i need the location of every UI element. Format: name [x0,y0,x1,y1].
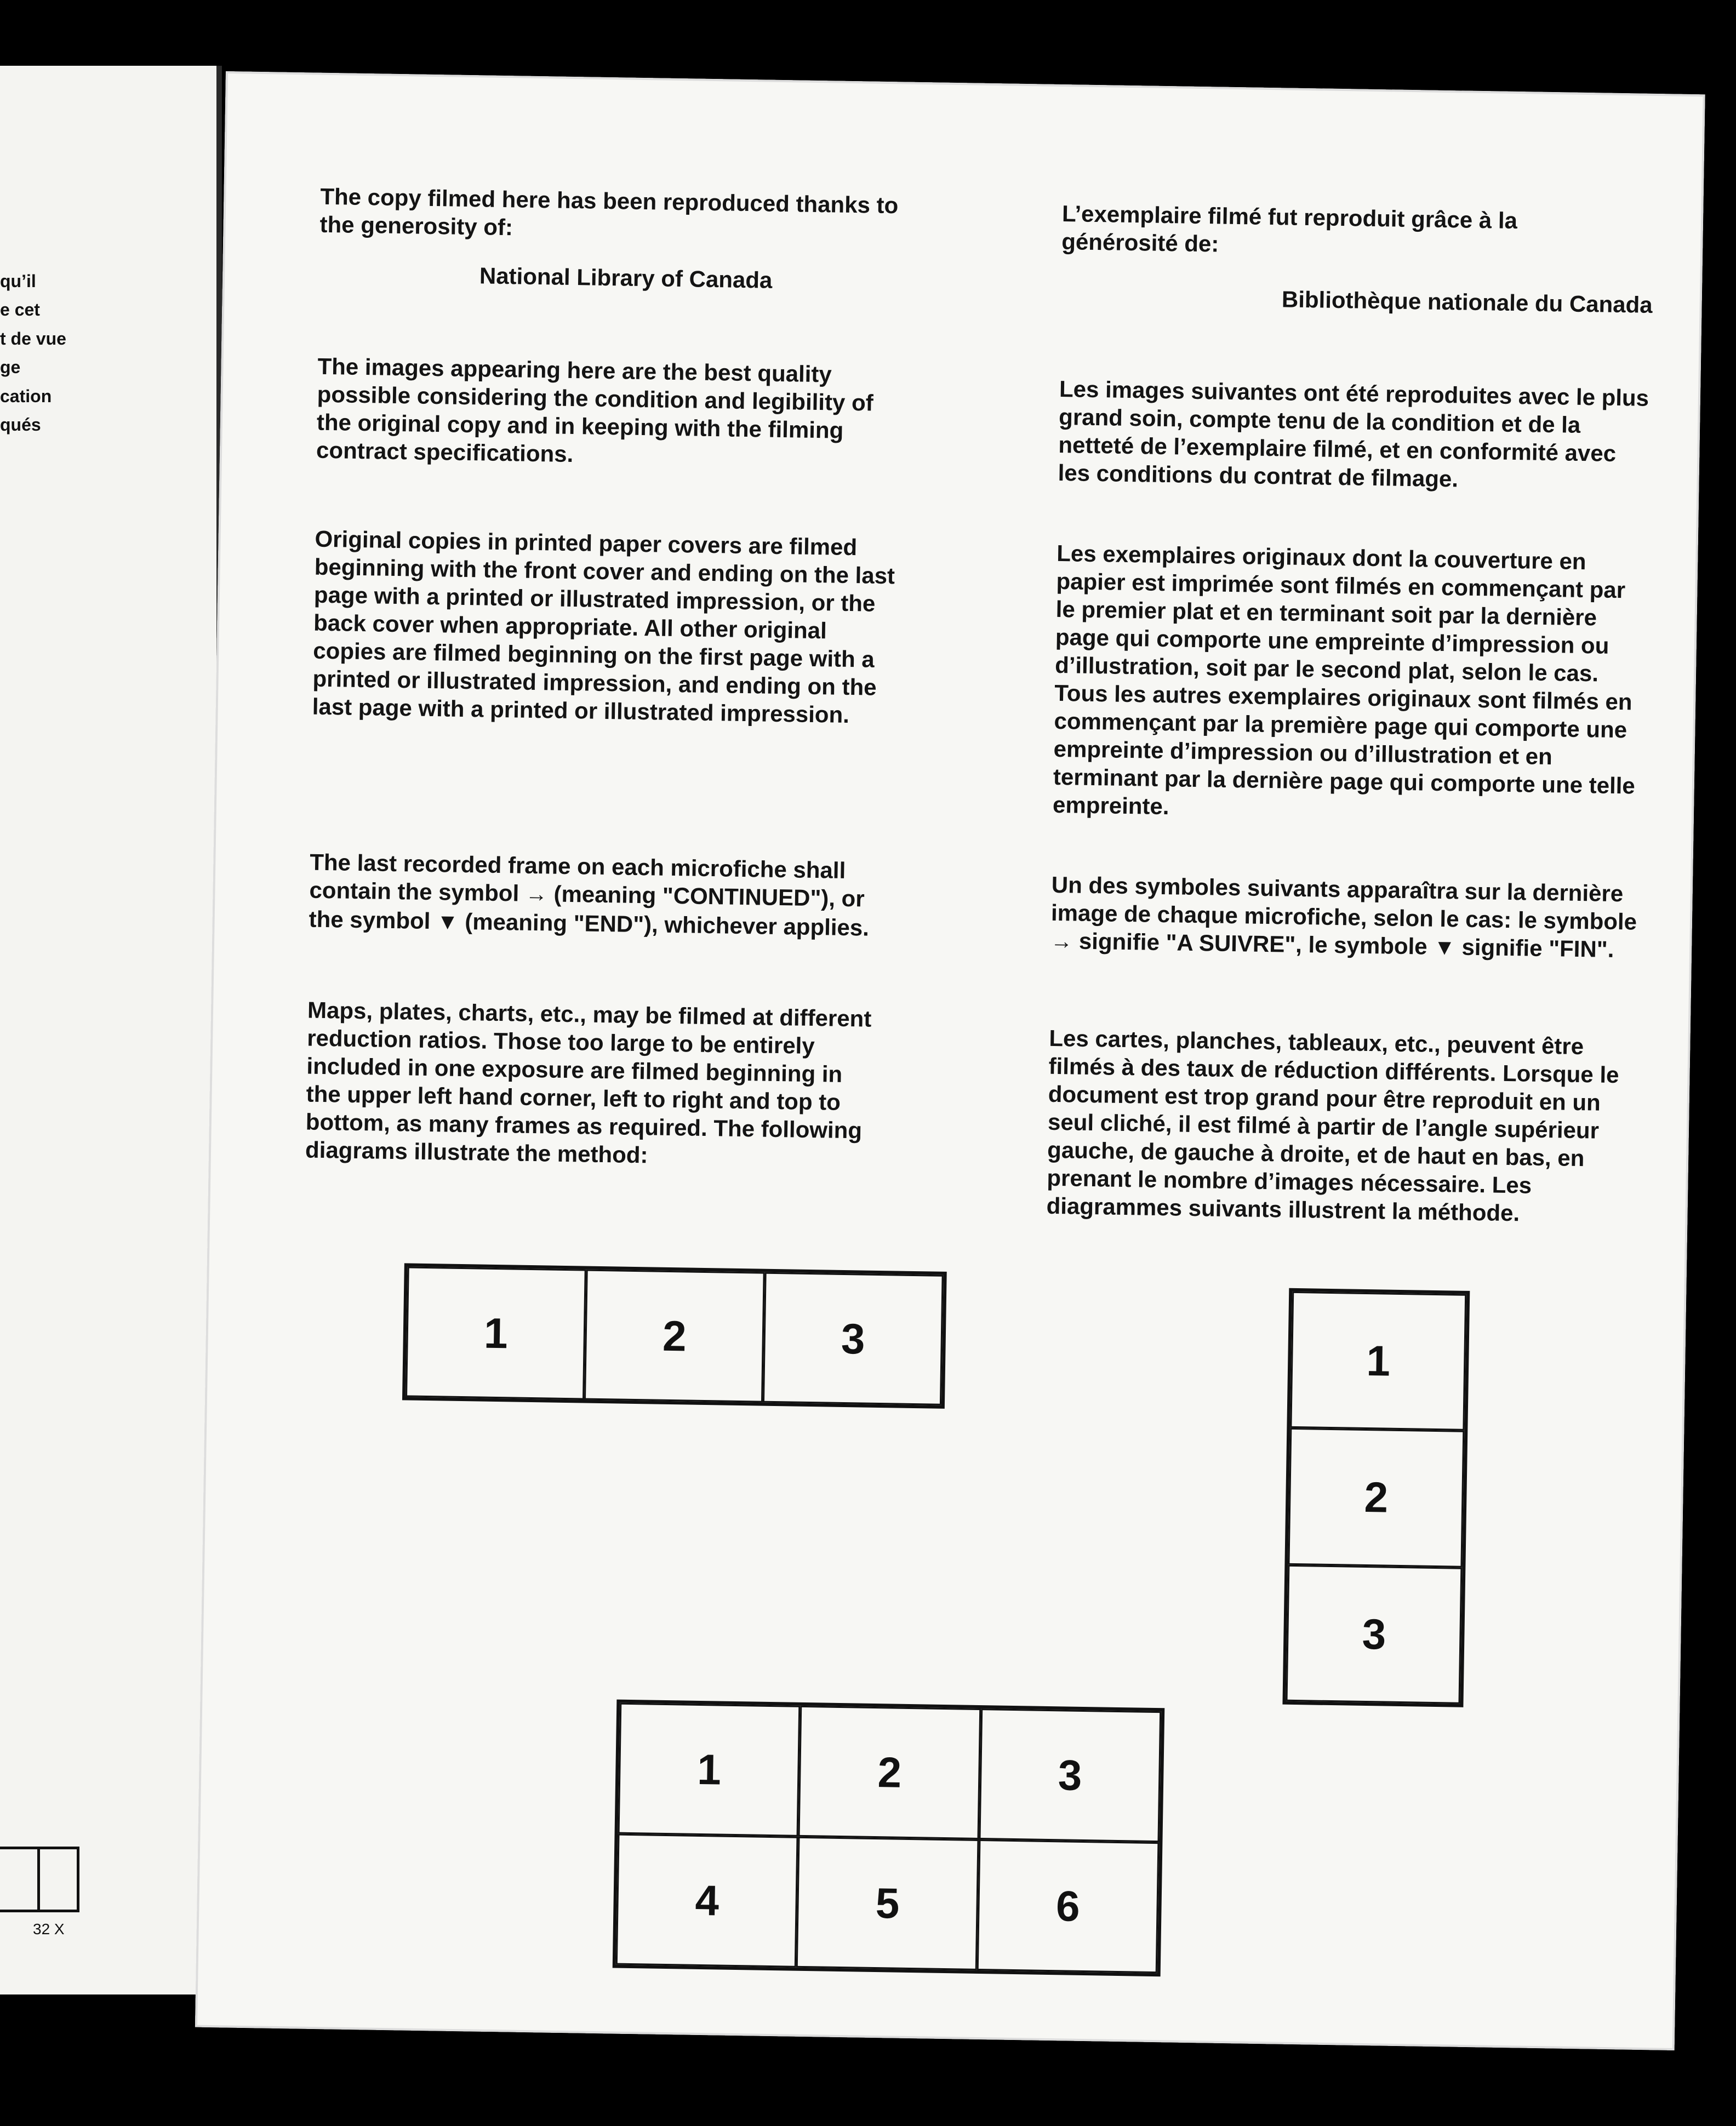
diagram-vertical-strip [1282,1288,1470,1707]
continued-arrow-icon: → [525,882,548,907]
diagram-cell: 6 [976,1839,1159,1973]
diagram-grid-2x3 [613,1700,1165,1977]
continued-arrow-icon: → [1050,929,1073,954]
english-symbols-paragraph: The last recorded frame on each microfiche shall contain the symbol → (meaning "CONTINUED"), or the symbol ▼ (meaning "END"), whichever applies. [309,849,870,941]
french-covers-paragraph: Les exemplaires originaux dont la couverture en papier est imprimée sont filmés en commençant par le premier plat et en terminant soit par la dernière page qui comporte une empreinte d’impression ou d’illustration, soit par le second plat, selon le cas. Tous les autres exemplaires originaux sont filmés en commençant par la première page qui comporte une empreinte d’impression ou d’illustration et en terminant par la dernière page qui comporte une telle empreinte. [1052,540,1636,820]
diagram-cell: 1 [618,1703,801,1837]
french-maps-paragraph: Les cartes, planches, tableaux, etc., peuvent être filmés à des taux de réduction différents. Lorsque le document est trop grand pour être reproduit en un seul cliché, il est filmé à partir de l’angle supérieur gauche, de gauche à droite, et de haut en bas, en prenant le nombre d’images nécessaire. Les diagrammes suivants illustrent la méthode. [1046,1025,1619,1226]
english-covers-paragraph: Original copies in printed paper covers are filmed beginning with the front cover and ending on the last page with a printed or illustrated impression, or the back cover when appropriate. All other original copies are filmed beginning on the first page with a printed or illustrated impression, and ending on the last page with a printed or illustrated impression. [312,525,895,728]
end-triangle-icon: ▼ [1433,935,1456,960]
diagram-cell: 4 [616,1834,798,1968]
left-page-diagram-fragment [0,1847,79,1912]
previous-page-sliver [0,66,222,1994]
english-quality-paragraph: The images appearing here are the best quality possible considering the condition and legibility of the original copy and in keeping with the filming contract specifications. [316,353,874,467]
diagram-cell: 3 [979,1708,1161,1842]
diagram-cell: 2 [798,1706,981,1839]
left-page-number: 32 X [33,1921,65,1938]
left-page-fragment: e cet [0,300,40,319]
diagram-cell: 2 [584,1270,765,1403]
end-triangle-icon: ▼ [436,910,459,934]
diagram-cell: 1 [406,1266,586,1399]
left-page-fragment: t de vue [0,329,66,348]
diagram-cell: 5 [796,1837,979,1970]
left-page-fragment: ge [0,357,21,377]
diagram-cell: 3 [763,1272,944,1405]
left-page-fragment: qu’il [0,271,36,291]
english-maps-paragraph: Maps, plates, charts, etc., may be filmed at different reduction ratios. Those too large to be entirely included in one exposure are filmed beginning in the upper left hand corner, left to right and top to bottom, as many frames as required. The following diagrams illustrate the method: [305,997,872,1168]
main-page [195,71,1705,2050]
english-institution: National Library of Canada [479,262,773,293]
diagram-cell: 2 [1288,1428,1464,1567]
english-thanks: The copy filmed here has been reproduced thanks to the generosity of: [319,183,899,241]
diagram-cell: 3 [1286,1564,1463,1704]
diagram-horizontal-strip [402,1263,947,1409]
french-thanks: L’exemplaire filmé fut reproduit grâce à la générosité de: [1061,201,1518,257]
left-page-fragment: qués [0,415,41,435]
diagram-cell [40,1847,80,1912]
french-institution: Bibliothèque nationale du Canada [1281,286,1653,318]
diagram-cell [0,1847,40,1912]
left-page-fragment: cation [0,386,52,406]
diagram-cell: 1 [1290,1291,1466,1431]
french-symbols-paragraph: Un des symboles suivants apparaîtra sur la dernière image de chaque microfiche, selon le cas: le symbole → signifie "A SUIVRE", le symbole ▼ signifie "FIN". [1050,871,1637,962]
french-quality-paragraph: Les images suivantes ont été reproduites avec le plus grand soin, compte tenu de la condition et de la netteté de l’exemplaire filmé, et en conformité avec les conditions du contrat de filmage. [1058,375,1649,492]
